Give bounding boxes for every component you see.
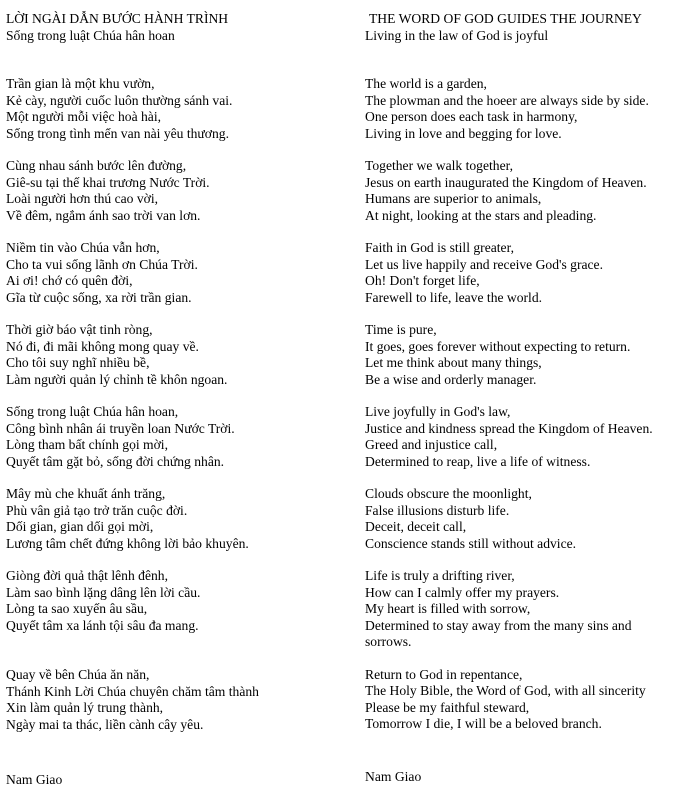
poem-line: Niềm tin vào Chúa vẫn hơn, <box>6 240 160 255</box>
poem-line: Sống trong luật Chúa hân hoan, <box>6 404 179 419</box>
poem-subtitle-english: Living in the law of God is joyful <box>365 28 549 43</box>
poem-line: It goes, goes forever without expecting to return. <box>365 338 631 354</box>
poem-line: Greed and injustice call, <box>365 437 498 452</box>
poem-line: Thánh Kinh Lời Chúa chuyên chăm tâm thành <box>6 683 259 699</box>
poem-line: At night, looking at the stars and pleading. <box>365 207 597 223</box>
english-column <box>365 10 680 733</box>
author-english: Nam Giao <box>365 769 422 784</box>
poem-line: Loài người hơn thú cao vời, <box>6 191 159 206</box>
poem-line: Giê-su tại thế khai trương Nước Trời. <box>6 174 210 190</box>
stanza <box>6 76 346 142</box>
poem-line: Live joyfully in God's law, <box>365 404 511 419</box>
poem-line: Deceit, deceit call, <box>365 519 467 534</box>
poem-line: Humans are superior to animals, <box>365 191 542 206</box>
poem-line: The world is a garden, <box>365 76 487 91</box>
poem-line: Trần gian là một khu vườn, <box>6 76 155 91</box>
poem-line: Please be my faithful steward, <box>365 699 530 715</box>
stanza <box>365 404 680 470</box>
stanza <box>365 486 680 552</box>
poem-line: Mây mù che khuất ánh trăng, <box>6 486 166 501</box>
stanza <box>365 667 680 733</box>
poem-line: How can I calmly offer my prayers. <box>365 584 560 600</box>
stanza <box>365 158 680 224</box>
poem-line: Oh! Don't forget life, <box>365 273 480 288</box>
poem-line: Let us live happily and receive God's grace. <box>365 256 603 272</box>
poem-line: Ngày mai ta thác, liền cành cây yêu. <box>6 716 204 732</box>
poem-title-english: THE WORD OF GOD GUIDES THE JOURNEY <box>369 11 642 26</box>
poem-line: Determined to reap, live a life of witness. <box>365 453 591 469</box>
poem-line: Determined to stay away from the many sins and sorrows. <box>365 617 632 649</box>
poem-line: Faith in God is still greater, <box>365 240 514 255</box>
stanza <box>6 240 346 306</box>
poem-line: Conscience stands still without advice. <box>365 535 577 551</box>
stanza <box>6 667 346 733</box>
poem-line: Làm sao bình lặng dâng lên lời cầu. <box>6 584 201 600</box>
poem-line: Tomorrow I die, I will be a beloved branch. <box>365 716 602 731</box>
poem-line: One person does each task in harmony, <box>365 109 578 124</box>
poem-line: Làm người quản lý chỉnh tề khôn ngoan. <box>6 371 228 387</box>
poem-line: Phù vân giả tạo trở trăn cuộc đời. <box>6 502 188 518</box>
poem-line: Xin làm quản lý trung thành, <box>6 700 164 715</box>
poem-line: False illusions disturb life. <box>365 502 510 518</box>
poem-line: Be a wise and orderly manager. <box>365 371 537 387</box>
poem-line: Quyết tâm xa lánh tội sâu đa mang. <box>6 617 199 633</box>
stanza-list-english <box>365 44 680 733</box>
poem-line: The Holy Bible, the Word of God, with all sincerity <box>365 683 646 698</box>
poem-title-vietnamese: LỜI NGÀI DẪN BƯỚC HÀNH TRÌNH <box>6 11 229 26</box>
stanza-list-vietnamese <box>6 44 346 733</box>
poem-line: Về đêm, ngắm ánh sao trời van lơn. <box>6 207 201 223</box>
poem-line: Clouds obscure the moonlight, <box>365 486 532 501</box>
poem-line: Ai ơi! chớ có quên đời, <box>6 273 133 288</box>
stanza <box>365 322 680 388</box>
poem-line: Thời giờ báo vật tinh ròng, <box>6 322 153 337</box>
author-vietnamese: Nam Giao <box>6 772 63 787</box>
vietnamese-column <box>6 10 346 733</box>
poem-line: Lòng ta sao xuyến âu sầu, <box>6 601 148 616</box>
poem-line: Lòng tham bất chính gọi mời, <box>6 437 168 452</box>
poem-line: Cho tôi suy nghĩ nhiều bề, <box>6 355 150 370</box>
poem-line: Cùng nhau sánh bước lên đường, <box>6 158 187 173</box>
stanza <box>6 568 346 634</box>
poem-line: Một người mỗi việc hoà hài, <box>6 109 162 124</box>
stanza <box>365 568 680 651</box>
poem-line: Sống trong tình mến van nài yêu thương. <box>6 125 229 141</box>
poem-line: Justice and kindness spread the Kingdom of Heaven. <box>365 420 653 436</box>
poem-line: Giòng đời quả thật lênh đênh, <box>6 568 168 583</box>
poem-line: Gĩa từ cuộc sống, xa rời trần gian. <box>6 289 192 305</box>
poem-line: Quay về bên Chúa ăn năn, <box>6 667 150 682</box>
poem-line: Jesus on earth inaugurated the Kingdom of Heaven. <box>365 174 647 190</box>
poem-line: Nó đi, đi mãi không mong quay về. <box>6 338 199 354</box>
stanza <box>6 322 346 388</box>
poem-line: My heart is filled with sorrow, <box>365 601 531 616</box>
poem-line: Kẻ cày, người cuốc luôn thường sánh vai. <box>6 92 233 108</box>
stanza <box>6 486 346 552</box>
poem-line: Lương tâm chết đứng không lời bảo khuyên. <box>6 535 249 551</box>
poem-line: Together we walk together, <box>365 158 513 173</box>
poem-line: Life is truly a drifting river, <box>365 568 515 583</box>
poem-line: Let me think about many things, <box>365 355 542 370</box>
stanza <box>365 76 680 142</box>
stanza <box>6 158 346 224</box>
poem-line: Return to God in repentance, <box>365 666 523 682</box>
poem-line: The plowman and the hoeer are always side by side. <box>365 92 649 108</box>
poem-line: Living in love and begging for love. <box>365 125 562 141</box>
stanza <box>365 240 680 306</box>
poem-line: Dối gian, gian dối gọi mời, <box>6 519 154 534</box>
poem-line: Quyết tâm gặt bỏ, sống đời chứng nhân. <box>6 453 225 469</box>
poem-subtitle-vietnamese: Sống trong luật Chúa hân hoan <box>6 28 175 43</box>
poem-line: Công bình nhân ái truyền loan Nước Trời. <box>6 420 235 436</box>
poem-line: Cho ta vui sống lãnh ơn Chúa Trời. <box>6 256 198 272</box>
stanza <box>6 404 346 470</box>
poem-line: Farewell to life, leave the world. <box>365 289 543 305</box>
poem-line: Time is pure, <box>365 322 437 337</box>
